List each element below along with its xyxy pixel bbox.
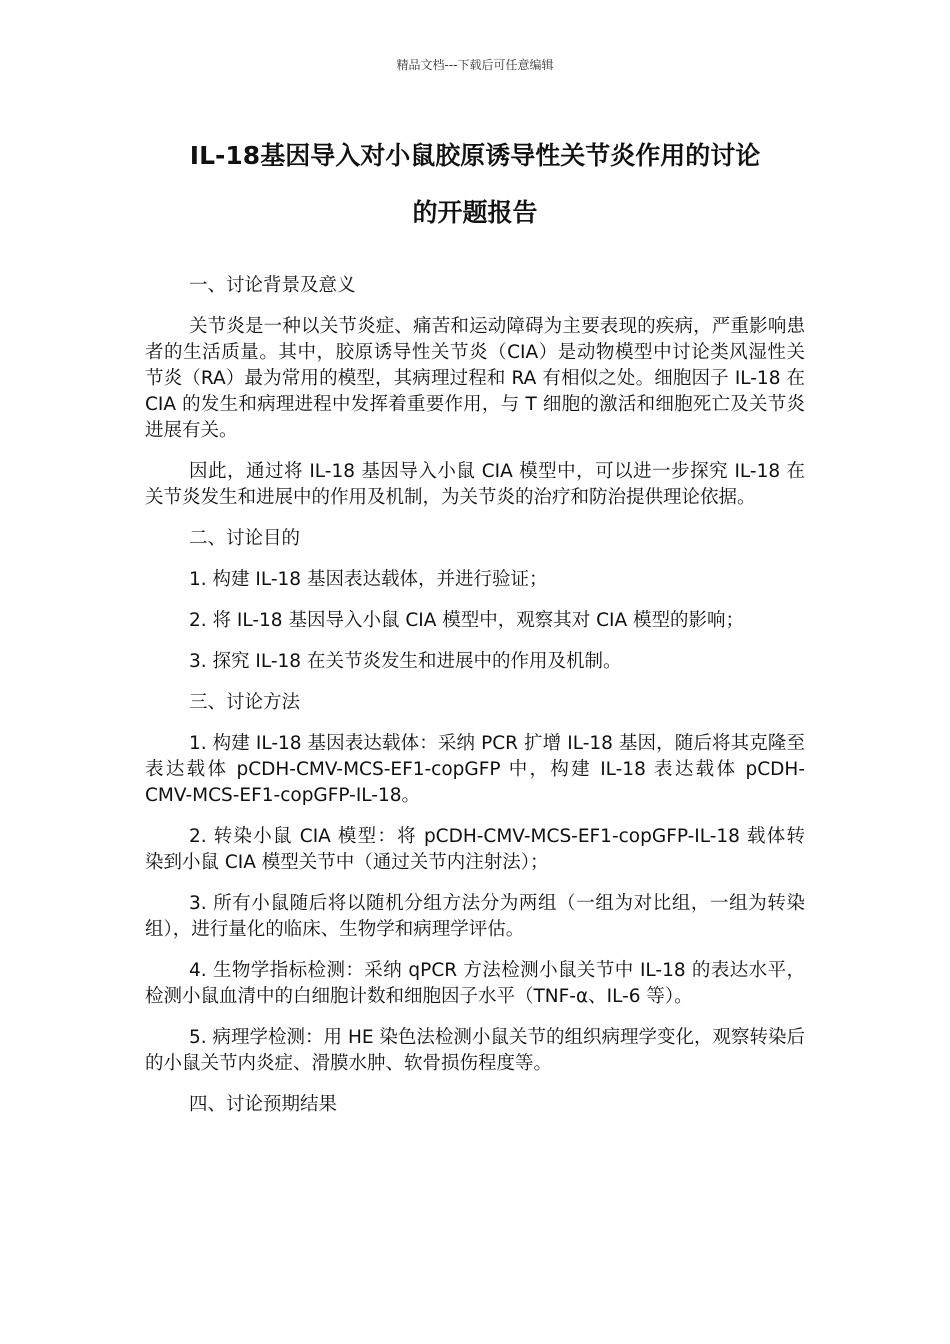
method-item: 5. 病理学检测：用 HE 染色法检测小鼠关节的组织病理学变化，观察转染后的小鼠关节内炎症、滑膜水肿、软骨损伤程度等。 (145, 1027, 805, 1074)
background-paragraph-1: 关节炎是一种以关节炎症、痛苦和运动障碍为主要表现的疾病，严重影响患者的生活质量。其中，胶原诱导性关节炎（CIA）是动物模型中讨论类风湿性关节炎（RA）最为常用的模型，其病理过程和 RA 有相似之处。细胞因子 IL-18 在 CIA 的发生和病理进程中发挥着重要作用，与 T 细胞的激活和细胞死亡及关节炎进展有关。 (145, 316, 805, 441)
section-heading-methods: 三、讨论方法 (189, 692, 301, 713)
document-title-line-2: 的开题报告 (412, 198, 538, 227)
objective-item: 3. 探究 IL-18 在关节炎发生和进展中的作用及机制。 (189, 651, 622, 672)
section-heading-objectives: 二、讨论目的 (189, 528, 301, 549)
method-item: 4. 生物学指标检测：采纳 qPCR 方法检测小鼠关节中 IL-18 的表达水平，检测小鼠血清中的白细胞计数和细胞因子水平（TNF-α、IL-6 等）。 (145, 960, 805, 1007)
objective-item: 1. 构建 IL-18 基因表达载体，并进行验证； (189, 569, 548, 590)
method-item: 1. 构建 IL-18 基因表达载体：采纳 PCR 扩增 IL-18 基因，随后将其克隆至表达载体 pCDH-CMV-MCS-EF1-copGFP 中，构建 IL-18 表达载体 pCDH-CMV-MCS-EF1-copGFP-IL-18。 (145, 733, 805, 806)
page-header-note: 精品文档---下载后可任意编辑 (396, 58, 554, 72)
background-paragraph-2: 因此，通过将 IL-18 基因导入小鼠 CIA 模型中，可以进一步探究 IL-18 在关节炎发生和进展中的作用及机制，为关节炎的治疗和防治提供理论依据。 (145, 461, 805, 508)
method-item: 2. 转染小鼠 CIA 模型：将 pCDH-CMV-MCS-EF1-copGFP-IL-18 载体转染到小鼠 CIA 模型关节中（通过关节内注射法）； (145, 826, 805, 873)
objective-item: 2. 将 IL-18 基因导入小鼠 CIA 模型中，观察其对 CIA 模型的影响； (189, 610, 745, 631)
section-heading-background: 一、讨论背景及意义 (189, 275, 356, 296)
document-title-line-1: IL-18基因导入对小鼠胶原诱导性关节炎作用的讨论 (189, 141, 761, 170)
section-heading-expected-results: 四、讨论预期结果 (189, 1094, 338, 1115)
document-body (145, 273, 805, 1133)
method-item: 3. 所有小鼠随后将以随机分组方法分为两组（一组为对比组，一组为转染组），进行量化的临床、生物学和病理学评估。 (145, 893, 805, 940)
